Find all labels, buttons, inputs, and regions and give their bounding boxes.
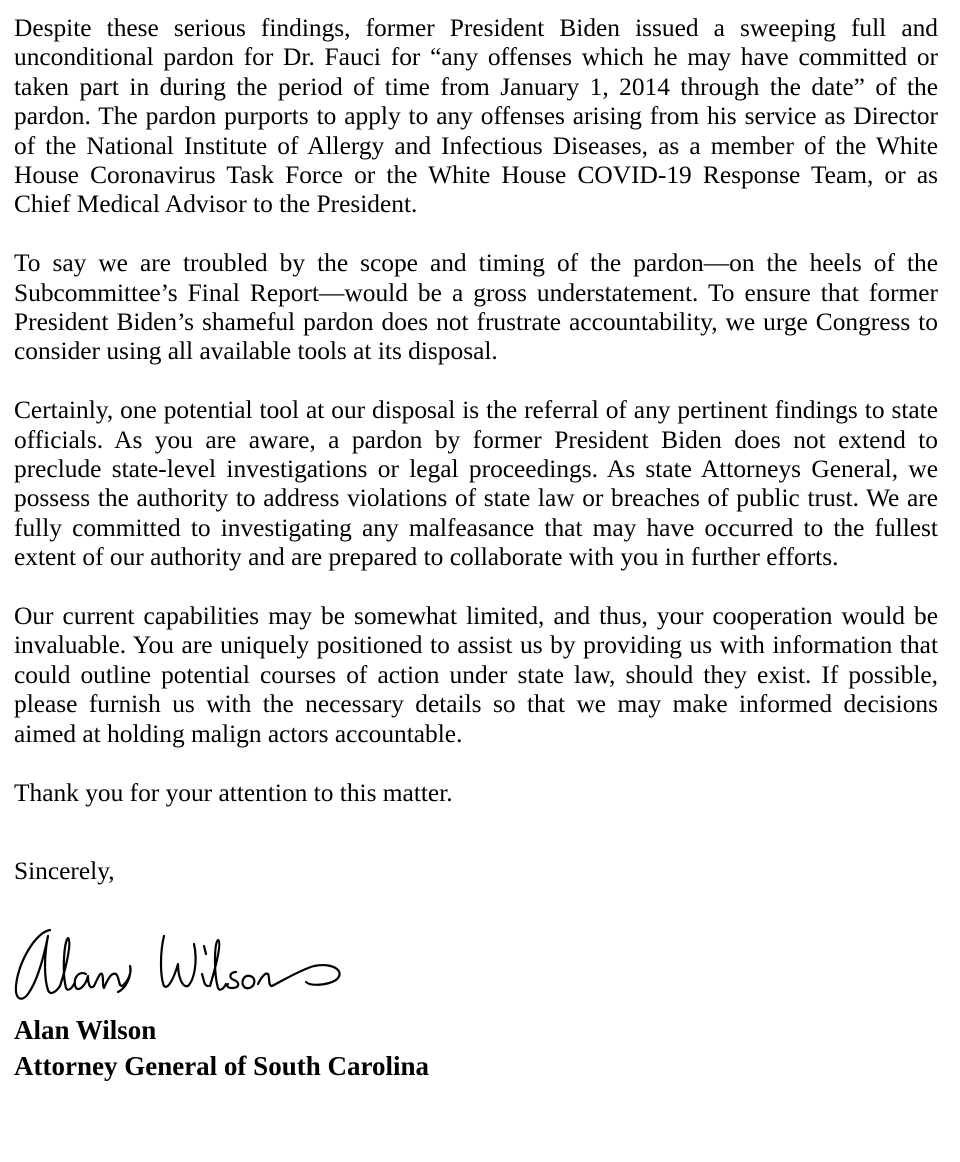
paragraph-cooperation-request: Our current capabilities may be somewhat limited, and thus, your cooperation would be invaluable. You are uniquely positioned to assist us by providing us with information that could outline potential courses of action under state law, should they exist. If possible, please furnish us with the necessary details so that we may make informed decisions aimed at holding malign actors accountable. [14,602,938,748]
signer-name: Alan Wilson [14,1015,157,1046]
letter-page [14,14,938,1084]
closing-line: Thank you for your attention to this matter. [14,778,453,807]
paragraph-troubled-by-pardon: To say we are troubled by the scope and timing of the pardon—on the heels of the Subcommittee’s Final Report—would be a gross understatement. To ensure that former President Biden’s shameful pardon does not frustrate accountability, we urge Congress to consider using all available tools at its disposal. [14,249,938,366]
paragraph-pardon-findings: Despite these serious findings, former President Biden issued a sweeping full and unconditional pardon for Dr. Fauci for “any offenses which he may have committed or taken part in during the period of time from January 1, 2014 through the date” of the pardon. The pardon purports to apply to any offenses arising from his service as Director of the National Institute of Allergy and Infectious Diseases, as a member of the White House Coronavirus Task Force or the White House COVID-19 Response Team, or as Chief Medical Advisor to the President. [14,14,938,219]
paragraph-state-referral: Certainly, one potential tool at our disposal is the referral of any pertinent findings to state officials. As you are aware, a pardon by former President Biden does not extend to preclude state-level investigations or legal proceedings. As state Attorneys General, we possess the authority to address violations of state law or breaches of public trust. We are fully committed to investigating any malfeasance that may have occurred to the fullest extent of our authority and are prepared to collaborate with you in further efforts. [14,396,938,572]
salutation: Sincerely, [14,856,115,885]
handwritten-signature [14,916,359,1008]
signer-title: Attorney General of South Carolina [14,1051,429,1082]
